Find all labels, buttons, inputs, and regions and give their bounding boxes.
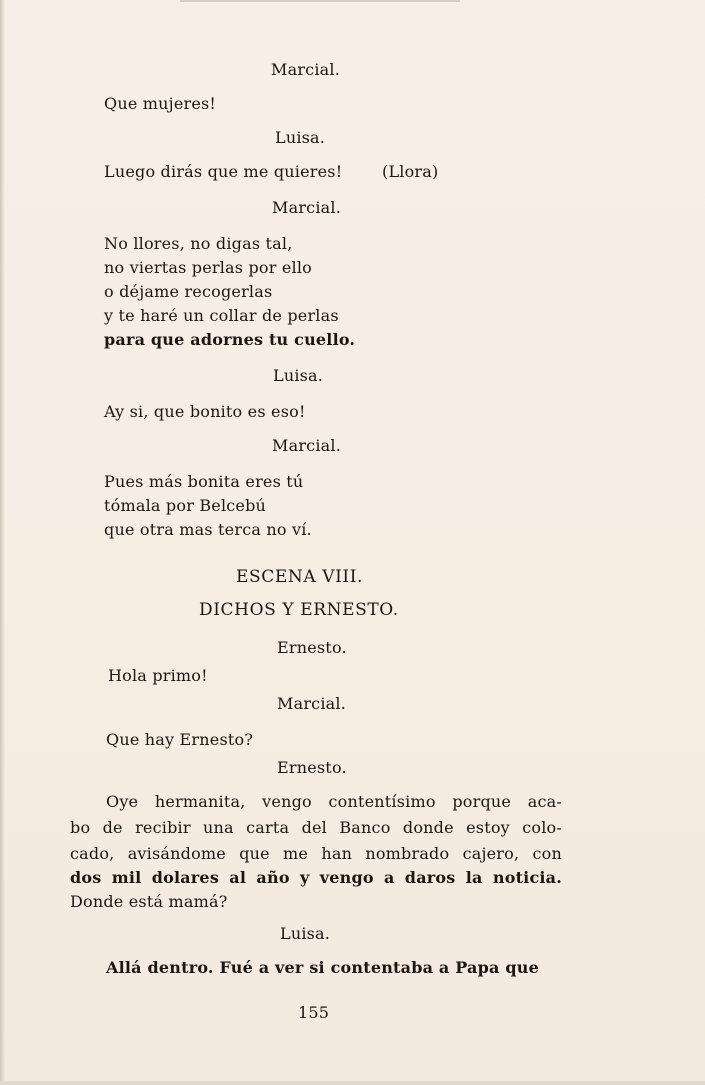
dialogue-line: Que mujeres! (104, 94, 217, 113)
stage-direction: (Llora) (382, 162, 439, 181)
dialogue-line: Allá dentro. Fué a ver si contentaba a Papa que (106, 958, 539, 977)
scene-characters: DICHOS Y ERNESTO. (199, 600, 399, 620)
verse-line: y te haré un collar de perlas (104, 306, 339, 325)
speaker-ernesto: Ernesto. (277, 758, 347, 777)
page-left-edge (0, 0, 5, 1085)
paragraph-line: cado, avisándome que me han nombrado cajero, con (70, 844, 562, 863)
dialogue-line: Que hay Ernesto? (106, 730, 254, 749)
speaker-luisa: Luisa. (280, 924, 331, 943)
speaker-ernesto: Ernesto. (277, 638, 347, 657)
speaker-marcial: Marcial. (272, 198, 341, 217)
dialogue-line: Hola primo! (108, 666, 208, 685)
speaker-marcial: Marcial. (271, 60, 340, 79)
speaker-marcial: Marcial. (272, 436, 341, 455)
paragraph-line: Donde está mamá? (70, 892, 228, 911)
verse-line: tómala por Belcebú (104, 496, 267, 515)
scene-title: ESCENA VIII. (236, 567, 364, 587)
speaker-marcial: Marcial. (277, 694, 346, 713)
verse-line: que otra mas terca no ví. (104, 520, 312, 539)
page-bottom-edge (0, 1081, 705, 1085)
speaker-luisa: Luisa. (273, 366, 324, 385)
verse-line: No llores, no digas tal, (104, 234, 293, 253)
verse-line: no viertas perlas por ello (104, 258, 313, 277)
verse-line: para que adornes tu cuello. (104, 330, 356, 349)
page-number: 155 (298, 1003, 330, 1022)
paragraph-line: dos mil dolares al año y vengo a daros la noticia. (70, 868, 562, 887)
dialogue-line: Luego dirás que me quieres! (104, 162, 343, 181)
dialogue-line: Ay si, que bonito es eso! (104, 402, 306, 421)
verse-line: o déjame recogerlas (104, 282, 273, 301)
paragraph-line: bo de recibir una carta del Banco donde estoy colo- (70, 818, 562, 837)
top-edge-mark (180, 0, 460, 2)
speaker-luisa: Luisa. (275, 128, 326, 147)
paragraph-line: Oye hermanita, vengo contentísimo porque aca- (106, 792, 562, 811)
verse-line: Pues más bonita eres tú (104, 472, 304, 491)
